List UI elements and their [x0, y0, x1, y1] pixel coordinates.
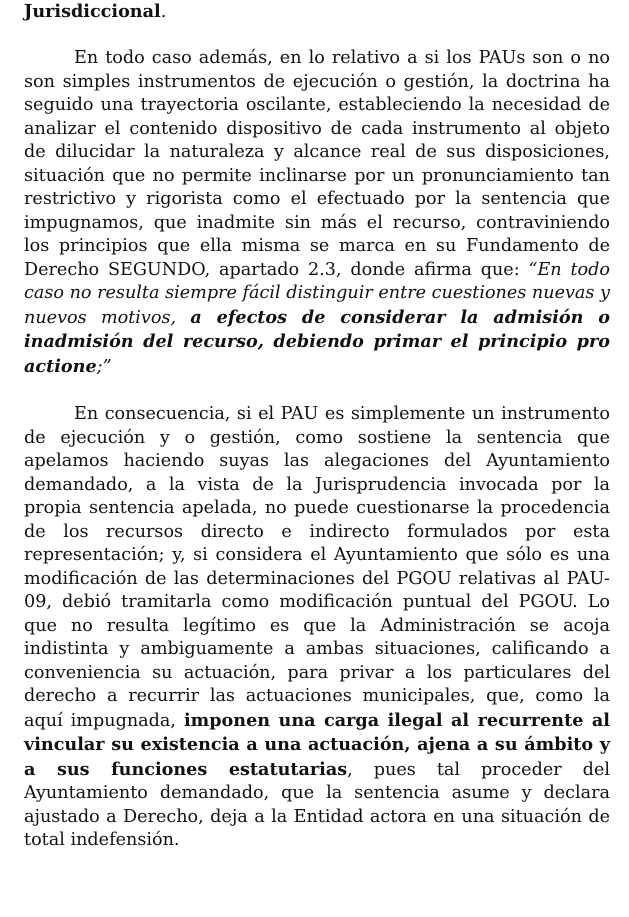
paragraph-1-text: En todo caso además, en lo relativo a si los PAUs son o no son simples instrumentos de ejecución o gestión, la doctrina ha seguido una trayectoria oscilante, estableciendo la necesidad de analizar el contenido dispositivo de cada instrumento al objeto de dilucidar la naturaleza y alcance real de sus disposiciones, situación que no permite inclinarse por un pronunciamiento tan restrictivo y rigorista como el efectuado por la sentencia que impugnamos, que inadmite sin más el recurso, contraviniendo los principios que ella misma se marca en su Fundamento de Derecho SEGUNDO, apartado 2.3, donde afirma que:	[24, 48, 610, 280]
heading-line	[24, 0, 610, 24]
quote-end: ;”	[96, 356, 112, 377]
document-page	[24, 0, 610, 853]
heading-bold-text: Jurisdiccional	[24, 1, 161, 22]
heading-period: .	[160, 2, 167, 22]
paragraph-1	[24, 47, 610, 379]
paragraph-2-bold: imponen una carga ilegal al recurrente al vincular su existencia a una actuación, ajena a su ámbito y a sus funciones estatutarias	[24, 709, 610, 780]
paragraph-2-text: En consecuencia, si el PAU es simplemente un instrumento de ejecución y o gestión, como sostiene la sentencia que apelamos haciendo suyas las alegaciones del Ayuntamiento demandado, a la vista de la Jurisprudencia invocada por la propia sentencia apelada, no puede cuestionarse la procedencia de los recursos directo e indirecto formulados por esta representación; y, si considera el Ayuntamiento que sólo es una modificación de las determinaciones del PGOU relativas al PAU-09, debió tramitarla como modificación puntual del PGOU. Lo que no resulta legítimo es que la Administración se acoja indistinta y ambiguamente a ambas situaciones, calificando a conveniencia su actuación, para privar a los particulares del derecho a recurrir las actuaciones municipales, que, como la aquí impugnada,	[24, 404, 610, 731]
paragraph-2-end: , pues tal proceder del Ayuntamiento demandado, que la sentencia asume y declara ajustado a Derecho, deja a la Entidad actora en una situación de total indefensión.	[24, 759, 610, 850]
quote-bold-italic: a efectos de considerar la admisión o inadmisión del recurso, debiendo primar el principio pro actione	[24, 306, 610, 377]
paragraph-2	[24, 403, 610, 853]
quote-italic: “En todo caso no resulta siempre fácil distinguir entre cuestiones nuevas y nuevos motivos,	[24, 259, 610, 328]
